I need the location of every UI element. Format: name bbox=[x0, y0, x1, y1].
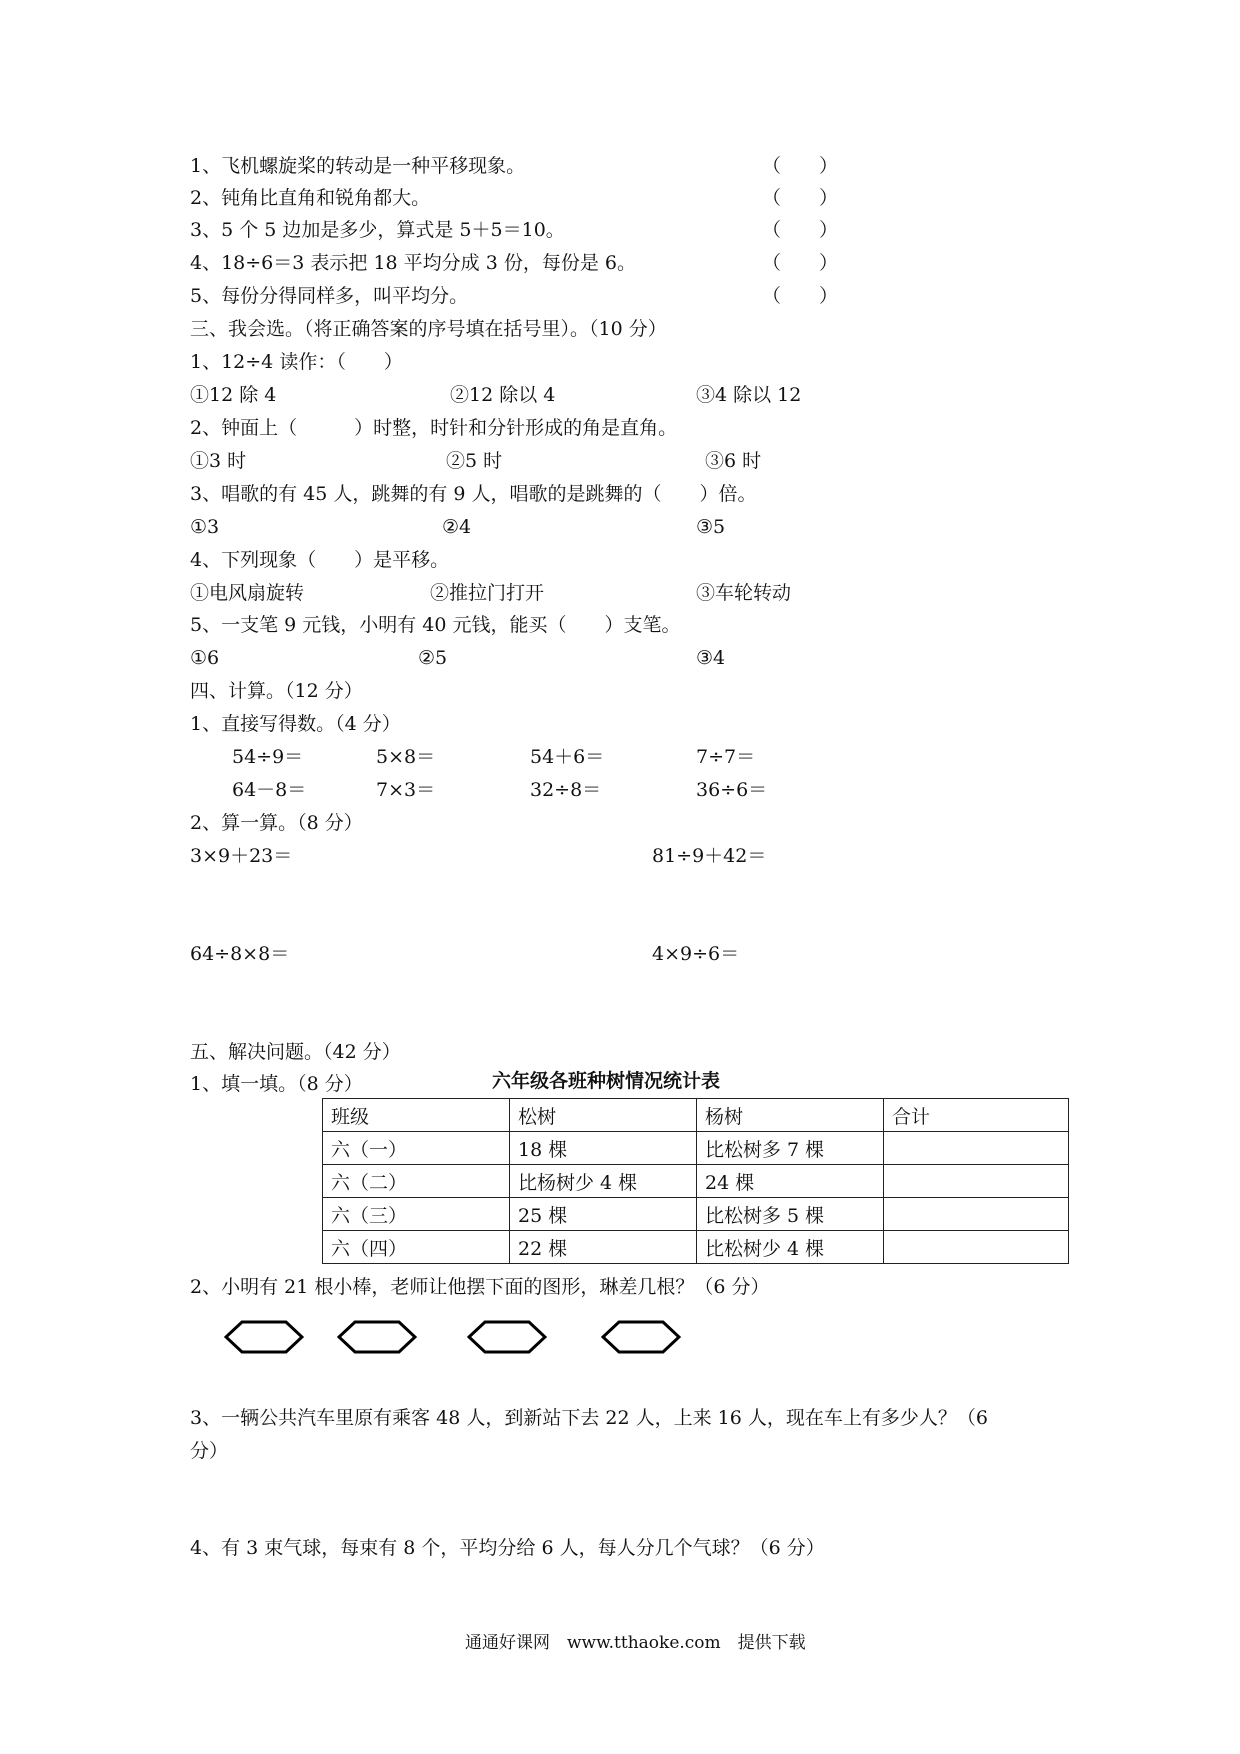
direct-calc-item: 36÷6＝ bbox=[696, 779, 768, 801]
table-cell: 22 棵 bbox=[510, 1231, 697, 1264]
section-4-heading: 四、计算。（12 分） bbox=[190, 680, 363, 702]
choice-question-2: 2、钟面上（ ）时整，时针和分针形成的角是直角。 bbox=[190, 417, 678, 439]
hexagon-icon bbox=[467, 1320, 547, 1354]
solve-question-2: 2、小明有 21 根小棒，老师让他摆下面的图形，琳差几根？（6 分） bbox=[190, 1276, 770, 1298]
table-cell: 比杨树少 4 棵 bbox=[510, 1165, 697, 1198]
table-header-cell: 松树 bbox=[510, 1099, 697, 1132]
answer-paren-3[interactable]: （ ） bbox=[762, 219, 839, 241]
choice-2-option-c[interactable]: ③6 时 bbox=[705, 450, 762, 472]
table-cell-total[interactable] bbox=[884, 1198, 1069, 1231]
choice-4-option-b[interactable]: ②推拉门打开 bbox=[430, 582, 545, 604]
solve-question-4: 4、有 3 束气球，每束有 8 个，平均分给 6 人，每人分几个气球？（6 分） bbox=[190, 1537, 825, 1559]
table-header-cell: 合计 bbox=[884, 1099, 1069, 1132]
tree-planting-table bbox=[322, 1098, 1069, 1264]
choice-5-option-b[interactable]: ②5 bbox=[418, 647, 448, 669]
step-calc-item: 4×9÷6＝ bbox=[652, 943, 740, 965]
step-calc-item: 3×9＋23＝ bbox=[190, 845, 293, 867]
table-cell: 25 棵 bbox=[510, 1198, 697, 1231]
choice-3-option-a[interactable]: ①3 bbox=[190, 516, 220, 538]
choice-5-option-a[interactable]: ①6 bbox=[190, 647, 220, 669]
section-3-heading: 三、我会选。（将正确答案的序号填在括号里）。（10 分） bbox=[190, 318, 667, 340]
solve-question-3: 3、一辆公共汽车里原有乘客 48 人，到新站下去 22 人，上来 16 人，现在车上有多少人？（6 bbox=[190, 1407, 988, 1429]
answer-paren-2[interactable]: （ ） bbox=[762, 187, 839, 209]
table-cell-total[interactable] bbox=[884, 1165, 1069, 1198]
choice-3-option-c[interactable]: ③5 bbox=[696, 516, 726, 538]
answer-paren-4[interactable]: （ ） bbox=[762, 252, 839, 274]
step-calc-item: 81÷9＋42＝ bbox=[652, 845, 767, 867]
direct-calc-item: 7×3＝ bbox=[376, 779, 436, 801]
table-row bbox=[323, 1165, 1069, 1198]
footer-credit: 通通好课网 www.tthaoke.com 提供下载 bbox=[465, 1633, 806, 1653]
table-cell: 比松树少 4 棵 bbox=[697, 1231, 884, 1264]
table-cell: 比松树多 5 棵 bbox=[697, 1198, 884, 1231]
choice-1-option-a[interactable]: ①12 除 4 bbox=[190, 384, 277, 406]
table-cell: 六（一） bbox=[323, 1132, 510, 1165]
choice-1-option-c[interactable]: ③4 除以 12 bbox=[696, 384, 802, 406]
choice-3-option-b[interactable]: ②4 bbox=[442, 516, 472, 538]
table-row bbox=[323, 1198, 1069, 1231]
solve-question-1: 1、填一填。（8 分） bbox=[190, 1073, 363, 1095]
direct-calc-heading: 1、直接写得数。（4 分） bbox=[190, 713, 401, 735]
table-cell: 比松树多 7 棵 bbox=[697, 1132, 884, 1165]
table-cell: 24 棵 bbox=[697, 1165, 884, 1198]
table-cell: 六（三） bbox=[323, 1198, 510, 1231]
solve-question-3-cont: 分） bbox=[190, 1440, 229, 1462]
choice-4-option-a[interactable]: ①电风扇旋转 bbox=[190, 582, 305, 604]
choice-5-option-c[interactable]: ③4 bbox=[696, 647, 726, 669]
answer-paren-5[interactable]: （ ） bbox=[762, 285, 839, 307]
direct-calc-item: 54÷9＝ bbox=[232, 746, 304, 768]
choice-question-5: 5、一支笔 9 元钱，小明有 40 元钱，能买（ ）支笔。 bbox=[190, 614, 681, 636]
direct-calc-item: 7÷7＝ bbox=[696, 746, 756, 768]
direct-calc-item: 32÷8＝ bbox=[530, 779, 602, 801]
choice-question-1: 1、12÷4 读作：（ ） bbox=[190, 351, 403, 373]
judge-item-5: 5、每份分得同样多，叫平均分。 bbox=[190, 285, 469, 307]
choice-question-4: 4、下列现象（ ）是平移。 bbox=[190, 549, 450, 571]
choice-1-option-b[interactable]: ②12 除以 4 bbox=[450, 384, 556, 406]
table-header-cell: 杨树 bbox=[697, 1099, 884, 1132]
direct-calc-item: 5×8＝ bbox=[376, 746, 436, 768]
judge-item-4: 4、18÷6＝3 表示把 18 平均分成 3 份，每份是 6。 bbox=[190, 252, 636, 274]
hexagon-icon bbox=[601, 1320, 681, 1354]
table-header-row bbox=[323, 1099, 1069, 1132]
table-cell-total[interactable] bbox=[884, 1231, 1069, 1264]
table-cell: 六（二） bbox=[323, 1165, 510, 1198]
table-row bbox=[323, 1231, 1069, 1264]
table-row bbox=[323, 1132, 1069, 1165]
table-title: 六年级各班种树情况统计表 bbox=[492, 1070, 721, 1092]
judge-item-2: 2、钝角比直角和锐角都大。 bbox=[190, 187, 431, 209]
judge-item-3: 3、5 个 5 边加是多少，算式是 5＋5＝10。 bbox=[190, 219, 565, 241]
step-calc-heading: 2、算一算。（8 分） bbox=[190, 812, 363, 834]
hexagon-icon bbox=[337, 1320, 417, 1354]
table-header-cell: 班级 bbox=[323, 1099, 510, 1132]
direct-calc-item: 54＋6＝ bbox=[530, 746, 605, 768]
table-cell-total[interactable] bbox=[884, 1132, 1069, 1165]
choice-2-option-b[interactable]: ②5 时 bbox=[446, 450, 503, 472]
choice-4-option-c[interactable]: ③车轮转动 bbox=[696, 582, 792, 604]
section-5-heading: 五、解决问题。（42 分） bbox=[190, 1041, 401, 1063]
direct-calc-item: 64－8＝ bbox=[232, 779, 307, 801]
table-cell: 18 棵 bbox=[510, 1132, 697, 1165]
choice-question-3: 3、唱歌的有 45 人，跳舞的有 9 人，唱歌的是跳舞的（ ）倍。 bbox=[190, 483, 757, 505]
table-cell: 六（四） bbox=[323, 1231, 510, 1264]
answer-paren-1[interactable]: （ ） bbox=[762, 155, 839, 177]
step-calc-item: 64÷8×8＝ bbox=[190, 943, 290, 965]
hexagon-icon bbox=[224, 1320, 304, 1354]
choice-2-option-a[interactable]: ①3 时 bbox=[190, 450, 247, 472]
judge-item-1: 1、飞机螺旋桨的转动是一种平移现象。 bbox=[190, 155, 526, 177]
